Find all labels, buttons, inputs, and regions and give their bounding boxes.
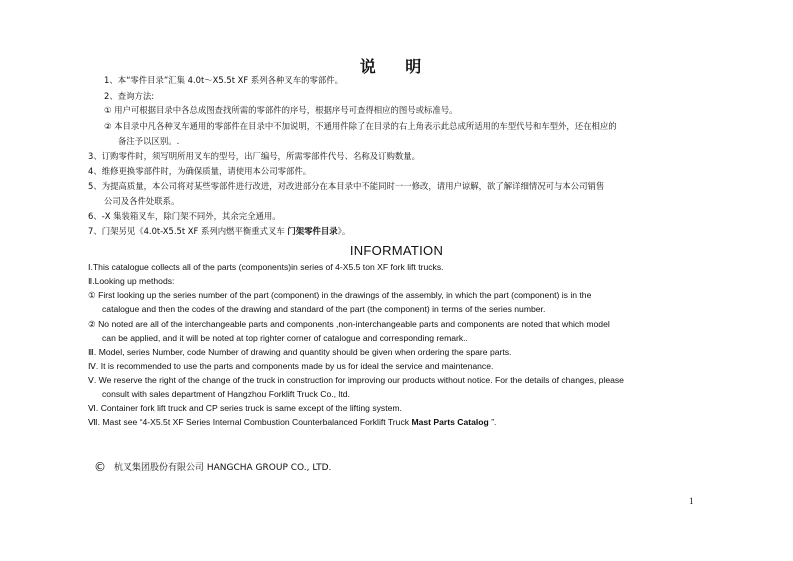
page-number: 1: [689, 496, 694, 506]
cn-title: 说 明: [359, 57, 434, 76]
company-name: 杭叉集团股份有限公司 HANGCHA GROUP CO., LTD.: [114, 463, 332, 473]
en-line-2: Ⅱ.Looking up methods:: [88, 276, 175, 286]
cn-line-5: 备注予以区别。.: [118, 136, 180, 146]
cn-line-11-suffix: 》。: [337, 226, 351, 236]
cn-line-9: 公司及各件处联系。: [104, 196, 180, 206]
en-line-8: Ⅳ. It is recommended to use the parts and components made by us for ideal the service and maintenance.: [88, 361, 494, 371]
en-line-12-prefix: Ⅶ. Mast see “4-X5.5t XF Series Internal Combustion Counterbalanced Forklift Truck: [88, 417, 412, 427]
cn-line-1: 1、本“零件目录”汇集 4.0t～X5.5t XF 系列各种叉车的零部件。: [104, 75, 343, 85]
en-line-9: Ⅴ. We reserve the right of the change of the truck in construction for improving our products without notice. For the details of changes, please: [88, 375, 624, 385]
en-line-12-suffix: ”.: [488, 417, 497, 427]
cn-line-7: 4、维修更换零部件时，为确保质量，请使用本公司零部件。: [88, 166, 312, 176]
en-line-3: ① First looking up the series number of the part (component) in the drawings of the assembly, in which the part (component) is in the: [88, 290, 592, 300]
footer-copyright: [94, 460, 331, 474]
cn-line-11: [88, 226, 350, 236]
en-line-1: Ⅰ.This catalogue collects all of the parts (components)in series of 4-X5.5 ton XF fork lift trucks.: [88, 262, 444, 272]
cn-line-2: 2、查询方法:: [104, 91, 155, 101]
cn-line-6: 3、订购零件时，须写明所用叉车的型号，出厂编号，所需零部件代号、名称及订购数量。: [88, 151, 420, 161]
cn-line-8: 5、为提高质量，本公司将对某些零部件进行改进，对改进部分在本目录中不能同时一一修改，请用户谅解，欲了解详细情况可与本公司销售: [88, 181, 605, 191]
en-line-5: ② No noted are all of the interchangeable parts and components ,non-interchangeable parts and components are noted that which model: [88, 319, 610, 329]
cn-line-3: ① 用户可根据目录中各总成图查找所需的零部件的序号，根据序号可查得相应的图号或标准号。: [104, 105, 458, 115]
en-line-6: can be applied, and it will be noted at top righter corner of catalogue and corresponding remark..: [102, 333, 468, 343]
en-line-10: consult with sales department of Hangzhou Forklift Truck Co., ltd.: [102, 389, 350, 399]
en-title: INFORMATION: [349, 243, 444, 258]
copyright-icon: ©: [94, 460, 106, 474]
en-line-11: Ⅵ. Container fork lift truck and CP series truck is same except of the lifting system.: [88, 403, 402, 413]
cn-line-4: ② 本目录中凡各种叉车通用的零部件在目录中不加说明，不通用件除了在目录的右上角表示此总成所适用的车型代号和车型外，还在相应的: [104, 121, 617, 131]
cn-line-11-bold: 门架零件目录: [287, 226, 338, 236]
cn-line-11-prefix: 7、门架另见《4.0t-X5.5t XF 系列内燃平衡重式叉车: [88, 226, 288, 236]
en-line-12: [88, 417, 496, 427]
en-line-7: Ⅲ. Model, series Number, code Number of drawing and quantity should be given when ordering the spare parts.: [88, 347, 512, 357]
en-line-4: catalogue and then the codes of the drawing and standard of the part (the component) in terms of the series number.: [102, 304, 546, 314]
en-line-12-bold: Mast Parts Catalog: [411, 417, 489, 427]
cn-line-10: 6、-X 集装箱叉车，除门架不同外，其余完全通用。: [88, 211, 281, 221]
